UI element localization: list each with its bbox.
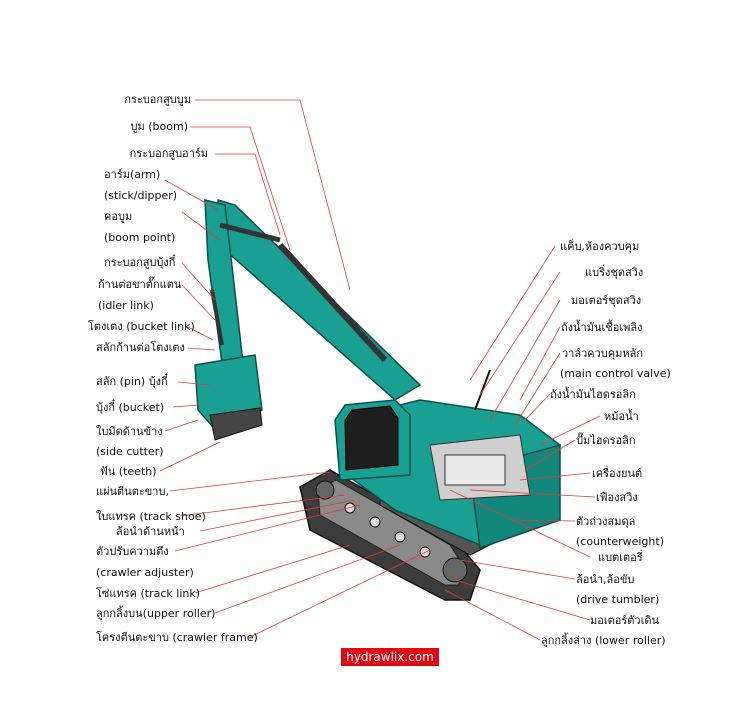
label-bucket-cylinder: กระบอกสูบบุ้งกี๋ (104, 256, 176, 269)
label-drive-tumbler: ล้อนำ,ล้อขับ (576, 573, 635, 586)
label-fuel-tank: ถังน้ำมันเชื้อเพลิง (561, 321, 643, 334)
label-bucket-link: โตงเตง (bucket link) (88, 320, 195, 333)
label-upper-roller: ลูกกลิ้งบน(upper roller) (96, 607, 216, 620)
label-travel-motor: มอเตอร์ตัวเดิน (590, 614, 660, 627)
label-boom-point: คอบูม (104, 210, 133, 223)
label-battery: แบตเตอรี่ (598, 551, 643, 564)
label-boom-cylinder: กระบอกสูบบูม (124, 93, 191, 106)
label-bucket: บุ้งกี๋ (bucket) (96, 401, 165, 414)
label-arm: อาร์ม(arm) (104, 168, 161, 181)
label-link-pin: สลักก้านต่อโตงเตง (96, 341, 185, 354)
label-radiator: หม้อน้ำ (604, 410, 639, 423)
label-crawler-frame: โครงตีนตะขาบ (crawler frame) (96, 631, 258, 644)
label-idler-link-alt: (idler link) (98, 299, 154, 312)
label-side-cutter: ใบมีดด้านข้าง (96, 425, 163, 438)
label-main-control-valve: วาล์วควบคุมหลัก (562, 347, 644, 360)
label-front-idler: ล้อนำด้านหน้า (116, 525, 185, 538)
label-swing-bearing: แบริ่งชุดสวิง (585, 266, 644, 279)
label-cab: แค็บ,ห้องควบคุม (560, 240, 640, 253)
label-track-link: โซ่แทรค (track link) (96, 587, 201, 600)
label-hydraulic-tank: ถังน้ำมันไฮดรอลิก (550, 388, 636, 401)
label-idler-link: ก้านต่อขาตั๊กแตน (98, 278, 182, 291)
label-teeth: ฟัน (teeth) (100, 465, 157, 478)
label-crawler-adjuster-alt: (crawler adjuster) (96, 566, 194, 579)
label-arm-cylinder: กระบอกสูบอาร์ม (129, 147, 208, 160)
label-track-shoe-alt: ใบแทรค (track shoe) (96, 510, 206, 523)
label-bucket-pin: สลัก (pin) บุ้งกี๋ (96, 375, 168, 388)
label-engine: เครื่องยนต์ (592, 467, 643, 480)
label-boom-point-alt: (boom point) (104, 231, 176, 244)
label-boom: บูม (boom) (130, 120, 188, 133)
label-swing-motor: มอเตอร์ชุดสวิง (571, 294, 642, 307)
label-arm-alt: (stick/dipper) (104, 189, 178, 202)
label-counterweight-alt: (counterweight) (576, 535, 664, 548)
label-main-control-valve-alt: (main control valve) (560, 367, 671, 380)
label-hydraulic-pump: ปั๊มไฮดรอลิก (576, 434, 636, 447)
label-swing-gear: เฟืองสวิง (596, 491, 638, 504)
label-drive-tumbler-alt: (drive tumbler) (576, 593, 660, 606)
cab-window (345, 406, 398, 470)
label-lower-roller: ลูกกลิ้งล่าง (lower roller) (541, 634, 666, 647)
watermark: hydrawlix.com (341, 648, 439, 666)
label-side-cutter-alt: (side cutter) (96, 445, 164, 458)
label-crawler-adjuster: ตัวปรับความตึง (96, 545, 169, 558)
label-counterweight: ตัวถ่วงสมดุล (576, 515, 636, 528)
label-track-shoe: แผ่นตีนตะขาบ, (96, 485, 169, 498)
